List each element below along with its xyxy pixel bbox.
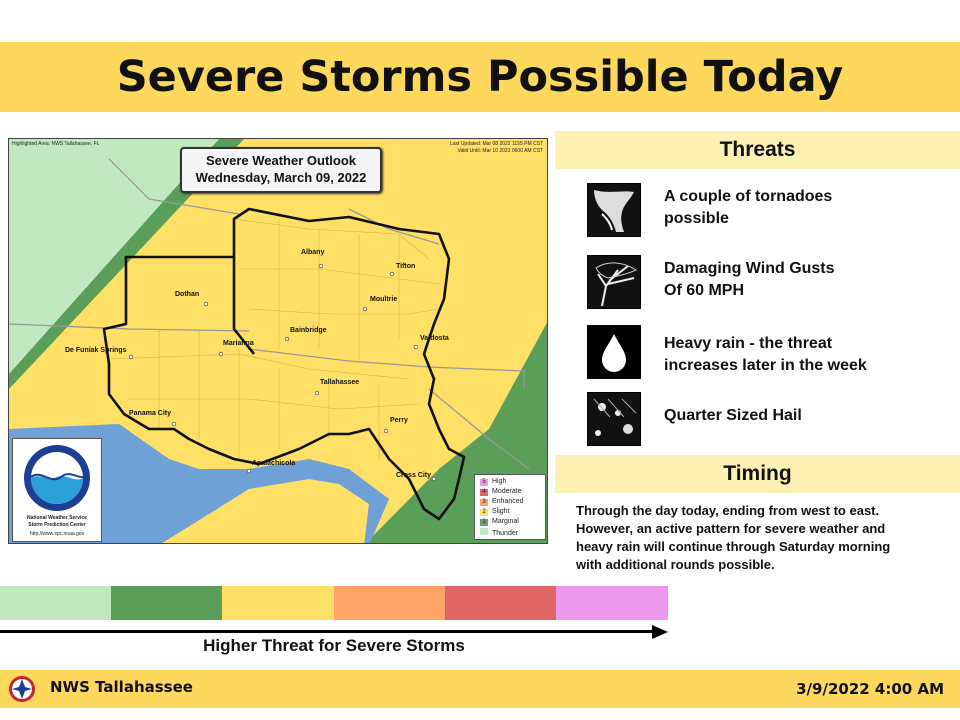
legend-row-thunder <box>480 528 518 536</box>
tornado-icon <box>587 183 641 237</box>
threat-line: Heavy rain - the threat <box>664 335 833 352</box>
threat-arrow <box>0 630 655 633</box>
scale-slight <box>222 586 334 620</box>
timing-line: heavy rain will continue through Saturday morning <box>576 539 891 554</box>
highlighted-area-label: Highlighted Area: NWS Tallahassee, FL <box>12 141 100 147</box>
scale-high <box>556 586 668 620</box>
legend-swatch: 4 <box>480 489 488 496</box>
city-panama-city: Panama City <box>129 410 172 417</box>
legend-swatch: 3 <box>480 499 488 506</box>
legend-swatch: 1 <box>480 519 488 526</box>
threat-tornado-text <box>664 186 954 230</box>
city-moultrie: Moultrie <box>370 296 398 303</box>
hail-icon <box>587 392 641 446</box>
city-defuniak-springs: De Funiak Springs <box>65 347 127 354</box>
threat-rain-text <box>664 333 954 377</box>
wind-tree-icon <box>587 255 641 309</box>
timing-line: However, an active pattern for severe weather and <box>576 521 886 536</box>
threat-hail-text <box>664 405 954 427</box>
noaa-line2: Storm Prediction Center <box>28 522 86 528</box>
valid-until-label: Valid Until: Mar 10 2022 0600 AM CST <box>457 148 543 154</box>
legend-label: Thunder <box>492 530 519 537</box>
legend-row-marginal <box>480 518 519 526</box>
legend-label: Slight <box>492 508 510 515</box>
title-banner <box>0 42 960 112</box>
timing-line: with additional rounds possible. <box>576 557 775 572</box>
city-tallahassee: Tallahassee <box>320 379 360 386</box>
scale-enhanced <box>334 586 445 620</box>
city-dothan: Dothan <box>175 291 200 298</box>
timing-line: Through the day today, ending from west to east. <box>576 503 880 518</box>
legend-row-enhanced <box>480 498 524 506</box>
city-perry: Perry <box>390 417 408 424</box>
outlook-title-box <box>180 147 382 193</box>
timing-text <box>576 502 956 574</box>
scale-label: Higher Threat for Severe Storms <box>203 636 465 655</box>
city-tifton: Tifton <box>396 263 416 270</box>
legend-row-moderate <box>480 488 522 496</box>
footer-office: NWS Tallahassee <box>50 678 193 696</box>
threat-line: possible <box>664 210 729 227</box>
legend-swatch: 2 <box>480 509 488 516</box>
legend-label: Enhanced <box>492 498 524 505</box>
raindrop-icon <box>587 325 641 379</box>
city-marianna: Marianna <box>223 340 254 347</box>
city-apalachicola: Apalachicola <box>252 460 296 467</box>
city-albany: Albany <box>301 249 325 256</box>
scale-marginal <box>111 586 222 620</box>
outlook-title: Severe Weather Outlook <box>205 153 357 168</box>
timing-heading: Timing <box>555 455 960 493</box>
legend-swatch: 5 <box>480 479 488 486</box>
nws-logo-icon <box>8 675 36 703</box>
threat-wind-text <box>664 258 954 302</box>
legend-row-slight <box>480 508 510 516</box>
risk-legend <box>474 474 546 540</box>
threat-line: Quarter Sized Hail <box>664 407 802 424</box>
footer-bar <box>0 670 960 708</box>
scale-thunder <box>0 586 111 620</box>
city-bainbridge: Bainbridge <box>290 327 327 334</box>
legend-label: High <box>492 478 507 485</box>
noaa-url: http://www.spc.noaa.gov <box>29 531 85 537</box>
legend-row-high <box>480 478 506 486</box>
city-valdosta: Valdosta <box>420 335 449 342</box>
city-cross-city: Cross City <box>396 472 432 479</box>
threat-line: increases later in the week <box>664 357 867 374</box>
legend-swatch <box>480 528 488 535</box>
threat-line: Of 60 MPH <box>664 282 745 299</box>
legend-label: Marginal <box>492 518 519 525</box>
legend-label: Moderate <box>492 488 522 495</box>
scale-moderate <box>445 586 556 620</box>
outlook-date: Wednesday, March 09, 2022 <box>195 170 367 185</box>
noaa-line1: National Weather Service <box>27 515 87 521</box>
threats-heading: Threats <box>555 131 960 169</box>
threat-line: A couple of tornadoes <box>664 188 833 205</box>
last-updated-label: Last Updated: Mar 08 2022 1155 PM CST <box>449 141 543 147</box>
footer-datetime: 3/9/2022 4:00 AM <box>796 680 944 698</box>
noaa-logo-box <box>12 438 102 542</box>
noaa-logo-text: NOAA <box>42 457 72 468</box>
threat-line: Damaging Wind Gusts <box>664 260 835 277</box>
noaa-logo <box>21 443 93 513</box>
page-title: Severe Storms Possible Today <box>116 52 844 102</box>
